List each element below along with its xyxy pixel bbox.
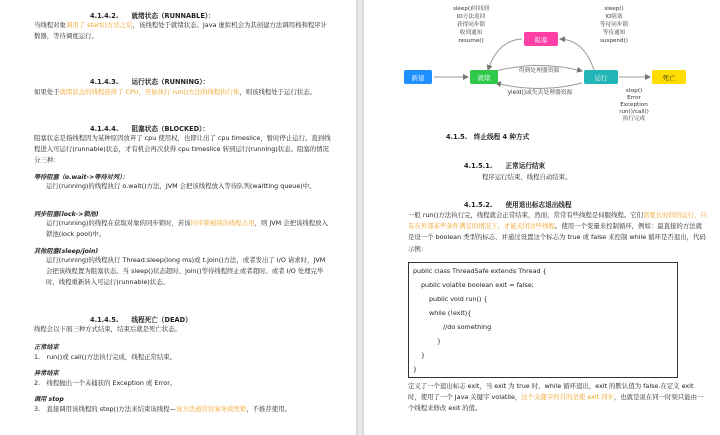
document-page-left	[0, 0, 356, 435]
arrow-running-to-blocked	[560, 39, 594, 70]
code-line: //do something	[443, 323, 492, 331]
highlight-text: 需要长时间的运行，只有在外部某些条件满足的情况下，才能关闭这些线程	[408, 211, 707, 231]
note-line: Error	[627, 95, 641, 101]
highlight-text: 同步锁被别的线程占用	[190, 219, 255, 227]
section-heading-blocked: 4.1.4.4. 阻塞状态（BLOCKED）：	[90, 125, 209, 133]
paragraph-exit-flag-explanation: 定义了一个退出标志 exit，当 exit 为 true 时，while 循环退出，exit 的默认值为 false.在定义 exit 时，使用了一个 Java 关键字 volatile，这个关键字的目的是使 exit 同步，也就是说在同一时刻只能由一个线程来修改 exit 的值。	[408, 382, 704, 413]
note-line: sleep()	[604, 6, 624, 12]
list-item-exception-end: 2. 线程抛出一个未捕获的 Exception 或 Error。	[34, 379, 177, 387]
arrow-blocked-to-ready	[488, 39, 522, 70]
note-line: sleep()时间到	[452, 6, 490, 12]
label-sync-blocking: 同步阻塞(lock->锁池)	[34, 211, 99, 218]
section-heading-exit-flag: 4.1.5.2. 使用退出标志退出线程	[464, 201, 572, 209]
document-page-right	[364, 0, 720, 435]
note-left-transitions	[453, 4, 489, 44]
note-dead-transitions	[619, 88, 649, 122]
list-item-normal-end: 1. run()或 call()方法执行完成，线程正常结束。	[34, 353, 177, 361]
note-line: 执行完成	[622, 116, 646, 122]
paragraph-exit-flag: 一般 run()方法执行完，线程就会正常结束，然而，常常有些线程是伺服线程。它们需要长时间的运行，只有在外部某些条件满足的情况下，才能关闭这些线程。使用一个变量来控制循环，例如：最直接的方法就是设一个 boolean 类型的标志，并通过设置这个标志为 true 或 false 来控制 while 循环是否退出，代码示例：	[408, 211, 707, 253]
section-heading-terminate: 4.1.5. 终止线程 4 种方式	[446, 133, 530, 141]
note-line: Exception	[620, 102, 648, 108]
code-line: public volatile boolean exit = false;	[421, 281, 534, 289]
note-line: resume()	[458, 38, 484, 44]
code-line: public void run() {	[429, 295, 488, 303]
list-item-stop-end: 3. 直接调用该线程的 stop()方法来结束该线程—该方法通常容易导致死锁，不推荐使用。	[34, 405, 291, 413]
state-ready-label: 就绪	[477, 74, 491, 82]
label-other-blocking: 其他阻塞(sleep/join)	[34, 248, 99, 255]
state-blocked-label: 阻塞	[534, 36, 548, 44]
code-line: public class ThreadSafe extends Thread {	[413, 267, 547, 275]
section-heading-running: 4.1.4.3. 运行状态（RUNNING）：	[90, 78, 210, 86]
highlight-text: 就绪状态的线程获得了 CPU，开始执行 run()方法的线程执行体	[59, 88, 240, 96]
transition-label-schedule: 得到处理器资源	[518, 68, 560, 74]
highlight-text: 该方法通常容易导致死锁	[175, 405, 247, 413]
paragraph-blocked: 阻塞状态是指线程因为某种原因放弃了 cpu 使用权，也即让出了 cpu timeslice，暂时停止运行。直到线程进入可运行(runnable)状态，才有机会再次获得 cpu timeslice 转到运行(running)状态。阻塞的情况分三种：	[34, 134, 331, 165]
state-dead-label: 死亡	[662, 74, 676, 82]
section-heading-runnable: 4.1.4.2. 就绪状态（RUNNABLE）：	[90, 12, 215, 20]
highlight-text: 这个关键字的目的是使 exit 同步	[521, 393, 614, 402]
paragraph-wait: 运行(running)的线程执行 o.wait()方法，JVM 会把该线程放入等待队列(waitting queue)中。	[46, 182, 316, 190]
note-line: 等待同步锁	[600, 22, 628, 28]
note-right-transitions	[600, 6, 628, 44]
thread-state-diagram	[364, 0, 720, 122]
paragraph-dead: 线程会以下面三种方式结束，结束后就是死亡状态。	[34, 325, 181, 333]
code-line: }	[413, 365, 418, 373]
transition-label-yield: yield()或失去处理器资源	[507, 90, 573, 96]
code-example-box	[408, 262, 678, 378]
section-heading-normal-run: 4.1.5.1. 正常运行结束	[464, 162, 546, 170]
label-normal-end: 正常结束	[34, 344, 59, 351]
note-line: suspend()	[600, 38, 628, 44]
note-line: IO方法返回	[456, 14, 486, 20]
paragraph-sync: 运行(running)的线程在获取对象的同步锁时，若该同步锁被别的线程占用，则 JVM 会把该线程放入锁池(lock pool)中。	[46, 219, 328, 239]
note-line: 获得同步锁	[457, 22, 485, 28]
arrow-running-to-ready	[496, 83, 582, 89]
paragraph-other: 运行(running)的线程执行 Thread.sleep(long ms)或 t.join()方法，或者发出了 I/O 请求时，JVM 会把该线程置为阻塞状态。当 sleep()状态超时、join()等待线程终止或者超时、或者 I/O 处理完毕时，线程重新转入可运行(runnable)状态。	[46, 256, 326, 287]
paragraph-runnable: 当线程对象调用了 start()方法之后，该线程处于就绪状态。Java 虚拟机会为其创建方法调用栈和程序计数器，等待调度运行。	[34, 21, 328, 41]
code-line: while (!exit){	[429, 309, 472, 317]
section-heading-dead: 4.1.4.5. 线程死亡（DEAD）	[90, 316, 192, 324]
state-new-label: 新建	[411, 74, 425, 82]
state-running-label: 运行	[594, 74, 608, 82]
code-line: }	[421, 351, 426, 359]
code-line: }	[437, 337, 442, 345]
note-line: 等待通知	[602, 30, 626, 36]
label-stop-end: 调用 stop	[34, 396, 64, 403]
note-line: run()/call()	[619, 109, 649, 115]
note-line: 收到通知	[459, 30, 483, 36]
paragraph-running: 如果处于就绪状态的线程获得了 CPU，开始执行 run()方法的线程执行体，则该线程处于运行状态。	[34, 88, 317, 96]
highlight-text: 调用了 start()方法之后	[65, 21, 133, 29]
note-line: stop()	[625, 88, 643, 94]
note-line: IO阻塞	[605, 14, 623, 20]
label-exception-end: 异常结束	[34, 370, 59, 377]
label-wait-blocking: 等待阻塞（o.wait->等待对列）：	[34, 174, 129, 181]
paragraph-normal-run: 程序运行结束，线程自动结束。	[482, 173, 572, 181]
